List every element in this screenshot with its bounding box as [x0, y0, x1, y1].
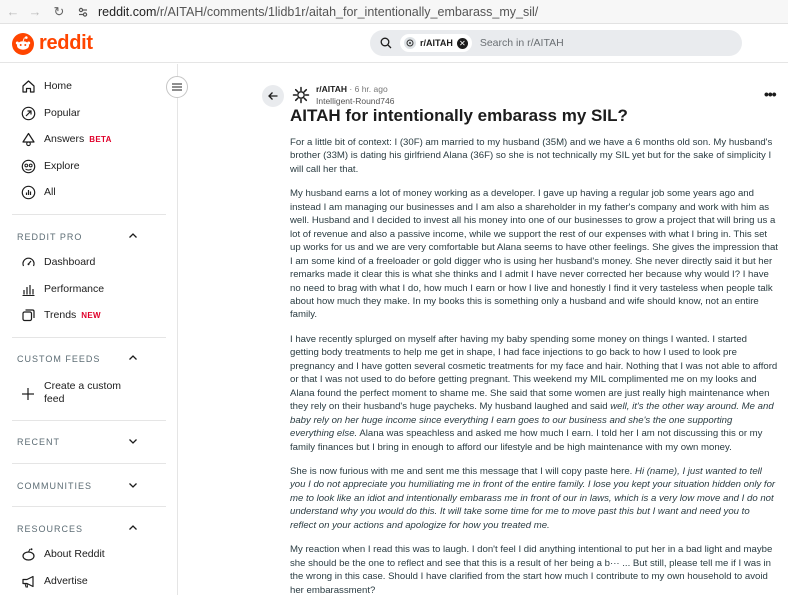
- sidebar-item-explore[interactable]: [20, 156, 80, 176]
- chevron-up-icon[interactable]: [128, 523, 138, 533]
- trends-icon: [20, 307, 36, 323]
- chevron-down-icon[interactable]: [128, 480, 138, 490]
- home-icon: [20, 78, 36, 94]
- site-header: [0, 25, 788, 63]
- sidebar-divider: [12, 420, 166, 421]
- paragraph-quote: well, it's the other way around. Me and baby rely on her huge income since everything I earn goes to our business and she's the one supporting everything else.: [290, 401, 774, 440]
- clear-scope-icon[interactable]: ✕: [457, 38, 468, 49]
- site-info-icon[interactable]: [74, 3, 92, 21]
- resources-section-title[interactable]: RESOURCES: [17, 524, 84, 534]
- megaphone-icon: [20, 573, 36, 589]
- sidebar-item-about-reddit[interactable]: [20, 544, 105, 564]
- subreddit-icon: [404, 37, 416, 49]
- back-arrow-icon[interactable]: ←: [6, 4, 20, 19]
- url-path: /r/AITAH/comments/1lidb1r/aitah_for_intentionally_embarass_my_sil/: [156, 4, 539, 19]
- menu-icon: [172, 83, 182, 91]
- sidebar-item-performance[interactable]: [20, 279, 104, 299]
- paragraph-text: My husband earns a lot of money working as a developer. I gave up having a regular job some years ago and instead I am managing our businesses and I am also a shareholder in my father's company and work with him as well. Husband and I decided to invest all his money into one of our businesses to grow a project that will bring us a lot of revenue and also a passive income, while we support the rest of our expenses with what I bring in. This set up works for us and we are very comfortable but Alana seems to have other feelings. She gives the impression that I am some kind of a freeloader or gold digger who is using her husband's money. She never directly said it but her remarks made it clear this is what she thinks and I admit I have never corrected her because why would I? I have no need to brag with what I do, how much I earn or how I live and honestly I find it very tasteless when people talk about how much they make. In my books this is something only a husband and wife should know, not an entire family.: [290, 188, 778, 321]
- sidebar-item-label: Performance: [44, 283, 105, 295]
- post-meta: [316, 84, 388, 94]
- performance-icon: [20, 281, 36, 297]
- sidebar-item-label: Answers: [44, 133, 85, 145]
- post-paragraph: [290, 136, 778, 176]
- communities-section-title[interactable]: COMMUNITIES: [17, 481, 92, 491]
- sidebar-divider: [12, 214, 166, 215]
- forward-arrow-icon[interactable]: →: [28, 4, 42, 19]
- post-paragraph: [290, 465, 778, 532]
- collapse-sidebar-button[interactable]: [166, 76, 188, 98]
- sidebar-item-label: Explore: [44, 160, 80, 172]
- meta-separator: ·: [349, 84, 353, 94]
- post-paragraph: [290, 543, 778, 597]
- chevron-down-icon[interactable]: [128, 436, 138, 446]
- create-custom-feed-button[interactable]: [20, 380, 128, 406]
- search-scope-label: r/AITAH: [420, 38, 453, 48]
- explore-icon: [20, 158, 36, 174]
- popular-icon: [20, 105, 36, 121]
- subreddit-avatar-icon[interactable]: [291, 85, 311, 105]
- chevron-up-icon[interactable]: [128, 231, 138, 241]
- all-icon: [20, 184, 36, 200]
- post-age: 6 hr. ago: [354, 84, 388, 94]
- sidebar-item-answers[interactable]: [20, 129, 112, 149]
- more-options-icon[interactable]: •••: [764, 86, 776, 102]
- reddit-pro-section-title[interactable]: REDDIT PRO: [17, 232, 83, 242]
- paragraph-quote: Hi (name), I just wanted to tell you I do not appreciate you humiliating me in front of the entire family. I lose you kept your situation hidden only for me to look like an idiot and intentionally embarass me in front of our in laws, which is a very low move and I do not understand why you would do this. It will take some time for me to move past this but I want and need you to reflect on your actions and apologize for how you treated me.: [290, 465, 776, 531]
- sidebar-item-label: Popular: [44, 107, 81, 119]
- recent-section-title[interactable]: RECENT: [17, 437, 61, 447]
- sidebar-item-dashboard[interactable]: [20, 252, 95, 272]
- subreddit-link[interactable]: r/AITAH: [316, 84, 348, 94]
- post-paragraph: [290, 333, 778, 454]
- post-body: [290, 136, 778, 608]
- reddit-alien-icon: [20, 546, 36, 562]
- url-field[interactable]: [98, 5, 538, 19]
- sidebar-item-label: Advertise: [44, 575, 88, 587]
- reload-icon[interactable]: ↻: [53, 3, 65, 19]
- sidebar-item-label: About Reddit: [44, 548, 105, 560]
- browser-toolbar: [0, 0, 788, 24]
- back-button[interactable]: [262, 85, 284, 107]
- search-scope-chip[interactable]: [400, 34, 472, 52]
- paragraph-text: She is now furious with me and sent me this message that I will copy paste here.: [290, 465, 636, 477]
- reddit-logo[interactable]: [12, 32, 93, 55]
- sidebar-item-label: All: [44, 186, 56, 198]
- sidebar-divider: [12, 463, 166, 464]
- reddit-logo-icon: [12, 33, 34, 55]
- sidebar-item-label: Dashboard: [44, 256, 96, 268]
- sidebar-item-label: Trends: [44, 309, 77, 321]
- paragraph-text: My reaction when I read this was to laugh. I don't feel I did anything intentional to put her in a bad light and maybe she should be the one to reflect and see that this is a result of her being a b··· ... But still, please tell me if I was in the wrong in this case. Should I have clarified from the start how much I contribute to my own household to avoid her embarassment?: [290, 544, 773, 596]
- create-custom-feed-label: Create a custom feed: [44, 380, 122, 405]
- sidebar-item-trends[interactable]: [20, 305, 101, 325]
- reddit-wordmark: reddit: [39, 32, 93, 54]
- post-paragraph: [290, 187, 778, 322]
- answers-icon: [20, 131, 36, 147]
- paragraph-text-after: Alana was speachless and asked me how much I earn. I told her I am not discussing this or my family finances but I bring in enough to afford our lifestyle and be high maintenance with my own money.: [290, 428, 763, 453]
- sidebar-item-home[interactable]: [20, 76, 72, 96]
- new-badge: NEW: [81, 310, 101, 320]
- sidebar-item-advertise[interactable]: [20, 571, 88, 591]
- paragraph-text: I have recently splurged on myself after having my baby spending some money on things I wanted. I started getting body treatments to help me get in shape, I had face injections to go back to how I used to look pre pregnancy and I have gotten several cosmetic treatments for my face and hair. Nothing that I was not able to afford or that I was not used to do before getting pregnant. This weekend my MIL complimented me on my looks and Alana found the perfect moment to shame me. She said that some women are just really high maintenance when they rely on their husband's huge paycheks. My husband laughed and said: [290, 333, 778, 413]
- sidebar-item-all[interactable]: [20, 182, 56, 202]
- sidebar-divider: [12, 506, 166, 507]
- post-author[interactable]: Intelligent-Round746: [316, 96, 395, 106]
- sidebar-item-popular[interactable]: [20, 103, 80, 123]
- search-input[interactable]: Search in r/AITAH: [479, 37, 564, 49]
- arrow-left-icon: [267, 90, 279, 102]
- dashboard-icon: [20, 254, 36, 270]
- post-title: AITAH for intentionally embarass my SIL?: [290, 106, 628, 125]
- search-icon: [380, 37, 392, 49]
- paragraph-text: For a little bit of context: I (30F) am married to my husband (35M) and we have a 6 months old son. My husband's brother (33M) is dating his girlfriend Alana (36F) so she is not technically my SIL yet but for the sake of simplicity I will call her that.: [290, 137, 773, 175]
- chevron-up-icon[interactable]: [128, 353, 138, 363]
- sidebar-divider: [12, 337, 166, 338]
- custom-feeds-section-title[interactable]: CUSTOM FEEDS: [17, 354, 101, 364]
- url-host: reddit.com: [98, 4, 157, 19]
- plus-icon: [20, 386, 36, 402]
- beta-badge: BETA: [89, 134, 112, 144]
- sidebar-item-label: Home: [44, 80, 73, 92]
- search-bar[interactable]: [370, 30, 742, 56]
